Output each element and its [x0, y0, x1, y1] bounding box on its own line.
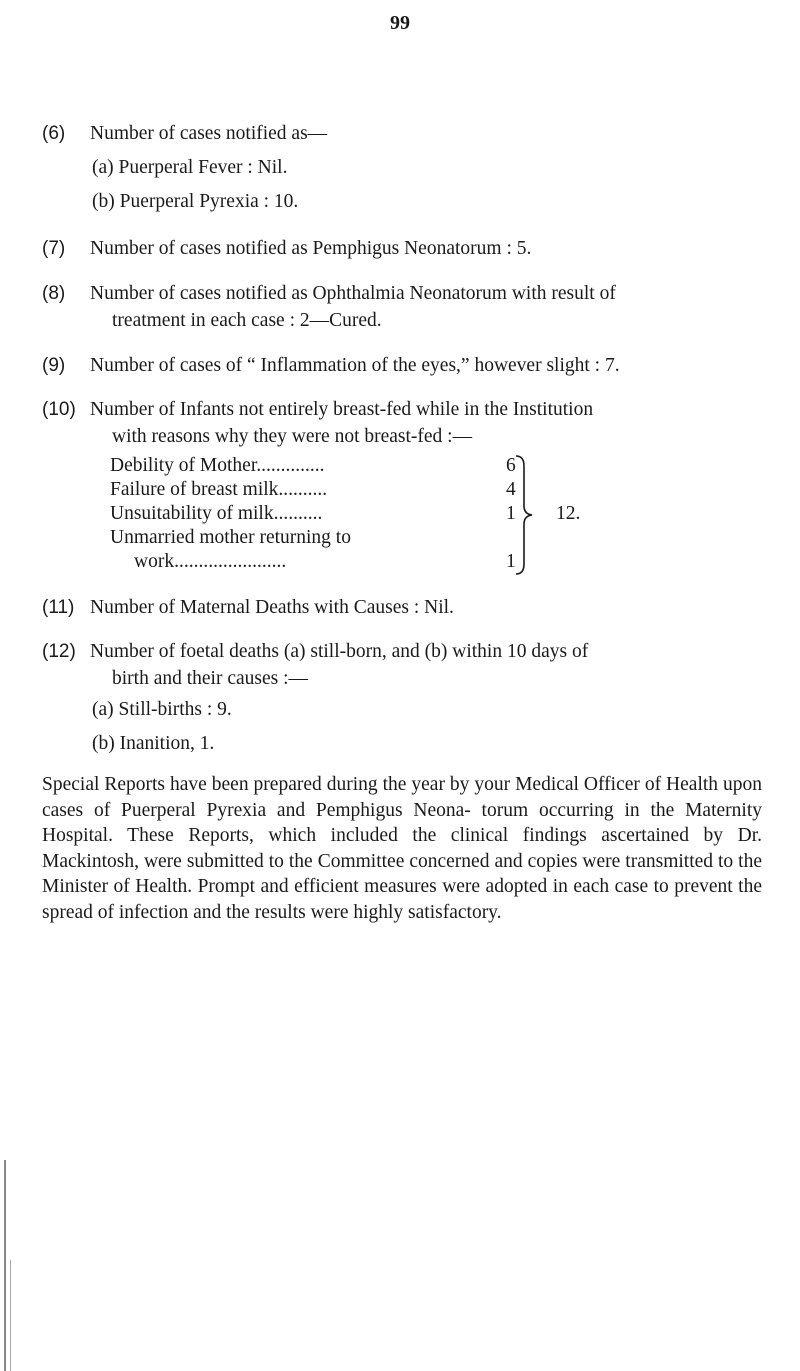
item-number: (12): [42, 641, 76, 662]
item-12-b: (b) Inanition, 1.: [92, 733, 215, 754]
item-10: [42, 396, 772, 450]
reason-label: Debility of Mother..............: [110, 455, 325, 476]
item-text-continued: treatment in each case : 2—Cured.: [112, 310, 382, 331]
item-12-a: (a) Still-births : 9.: [92, 699, 232, 720]
reason-label: Unsuitability of milk..........: [110, 503, 323, 524]
item-text: Number of cases notified as Ophthalmia Neonatorum with result of: [90, 283, 616, 304]
item-number: (8): [42, 283, 66, 304]
item-11: [42, 594, 772, 621]
item-6: [42, 120, 772, 147]
summary-paragraph: Special Reports have been prepared during the year by your Medical Officer of Health upon cases of Puerperal Pyrexia and Pemphigus Neona- torum occurring in the Maternity Hospital. These Reports, which included the clinical findings ascertained by Dr. Mackintosh, were submitted to the Committee concerned and copies were transmitted to the Minister of Health. Prompt and efficient measures were adopted in each case to prevent the spread of infection and the results were highly satisfactory.: [42, 774, 762, 923]
item-number: (9): [42, 355, 66, 376]
margin-line: [10, 1260, 11, 1371]
item-text: Number of Maternal Deaths with Causes : Nil.: [90, 597, 454, 618]
item-text: Number of Infants not entirely breast-fed while in the Institution: [90, 399, 594, 420]
reason-count: 4: [506, 479, 516, 500]
right-brace: [512, 452, 552, 578]
reason-label: Failure of breast milk..........: [110, 479, 328, 500]
item-number: (10): [42, 399, 76, 420]
reason-count: 1: [506, 551, 516, 572]
item-7: [42, 235, 772, 262]
item-8: [42, 280, 772, 334]
item-6-b: (b) Puerperal Pyrexia : 10.: [92, 191, 299, 212]
item-text: Number of foetal deaths (a) still-born, and (b) within 10 days of: [90, 641, 589, 662]
reason-label: work.......................: [134, 551, 287, 572]
reason-label: Unmarried mother returning to: [110, 527, 351, 548]
item-text-continued: birth and their causes :—: [112, 668, 309, 689]
item-9: [42, 352, 772, 379]
page-number: 99: [390, 12, 410, 34]
margin-line: [4, 1160, 6, 1371]
item-number: (11): [42, 597, 75, 618]
item-text-continued: with reasons why they were not breast-fed :—: [112, 426, 473, 447]
item-text: Number of cases notified as Pemphigus Neonatorum : 5.: [90, 238, 532, 259]
item-text: Number of cases of “ Inflammation of the eyes,” however slight : 7.: [90, 355, 620, 376]
reason-count: 1: [506, 503, 516, 524]
reason-count: 6: [506, 455, 516, 476]
item-12: [42, 638, 772, 692]
item-number: (6): [42, 123, 66, 144]
item-6-a: (a) Puerperal Fever : Nil.: [92, 157, 288, 178]
total-breast-fed: 12.: [556, 503, 581, 524]
item-text: Number of cases notified as—: [90, 123, 328, 144]
item-number: (7): [42, 238, 66, 259]
